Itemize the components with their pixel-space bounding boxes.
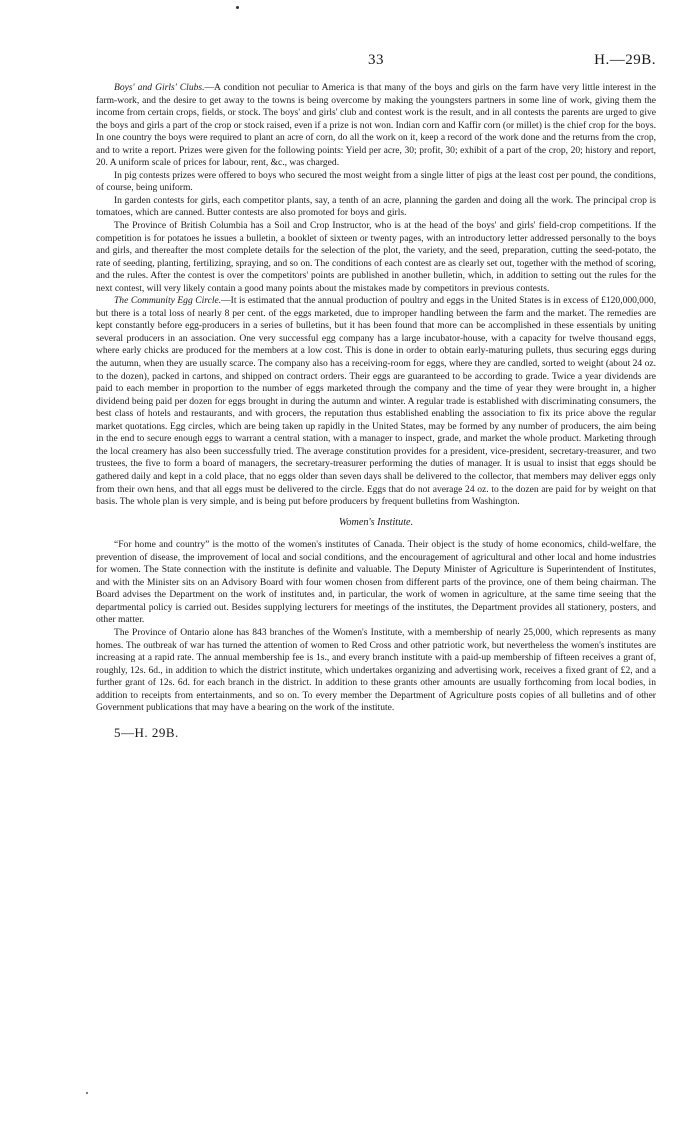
paragraph-garden-contests: In garden contests for girls, each competitor plants, say, a tenth of an acre, planning the garden and doing all the work. The principal crop is tomatoes, which are canned. Butter contests are also promoted for boys and girls. <box>96 194 656 219</box>
paragraph-lead-heading: The Community Egg Circle. <box>114 295 222 307</box>
page-header <box>96 52 656 72</box>
document-reference: H.—29B. <box>594 52 656 68</box>
paragraph-british-columbia: The Province of British Columbia has a Soil and Crop Instructor, who is at the head of the boys' and girls' field-crop competitions. If the competition is for potatoes he issues a bulletin, a booklet of sixteen or twenty pages, with an introductory letter addressed personally to the boys and girls, and thereafter the most complete details for the selection of the plot, the variety, and the seed, preparation, cutting the seed-potato, the rate of seeding, planting, fertilizing, spraying, and so on. The conditions of each contest are as clearly set out, together with the method of scoring, and the rules. After the contest is over the competitors' points are published in another bulletin, which, in addition to setting out the rules for the next contest, will very likely contain a good many points about the mistakes made by competitors in previous contests. <box>96 220 656 294</box>
paragraph-lead-heading: Boys' and Girls' Clubs. <box>114 82 205 93</box>
section-title-womens-institute: Women's Institute. <box>338 516 414 528</box>
paragraph-boys-girls-clubs <box>96 82 656 170</box>
paragraph-text: —It is estimated that the annual production of poultry and eggs in the United States is in excess of £120,000,000, but there is a total loss of nearly 8 per cent. of the eggs marketed, due to improper handling between the farm and the market. The remedies are kept constantly before egg-producers in a series of bulletins, but it has been found that more can be accomplished in these essentials by uniting several producers in an association. One very successful egg company has a large incubator-house, with a capacity for twelve thousand eggs, where early chicks are produced for the members at a low cost. This is done in order to obtain early-maturing pullets, thus securing eggs during the autumn, when they are usually scarce. The company also has a receiving-room for eggs, where they are candled, sorted to weight (about 24 oz. to the dozen), packed in cartons, and shipped on contract orders. Their eggs are guaranteed to be according to grade. Twice a year dividends are paid to each member in proportion to the number of eggs marketed through the company and the time of year they were brought in, a higher dividend being paid per dozen for eggs brought in during the autumn and winter. A regular trade is established with discriminating consumers, the best class of hotels and restaurants, and with grocers, the reputation thus established enabling the association to fix its price above the regular market quotations. Egg circles, which are being taken up rapidly in the United States, may be formed by any number of producers, the aim being in the end to secure enough eggs to warrant a central station, with a manager to inspect, grade, and market the whole product. Marketing through the local creamery has also been successfully tried. The average constitution provides for a president, vice-president, secretary-treasurer, and two trustees, the five to form a board of managers, the secretary-treasurer performing the duties of manager. It is usual to insist that eggs should be gathered daily and kept in a cold place, that no eggs older than seven days shall be delivered to the collector, that members may deliver eggs only from their own hens, and that all eggs must be delivered to the circle. Eggs that do not average 24 oz. to the dozen are paid for by weight on that basis. The whole plan is very simple, and is being put before producers by frequent bulletins from Washington. <box>96 295 656 508</box>
paragraph-ontario-branches: The Province of Ontario alone has 843 branches of the Women's Institute, with a membership of nearly 25,000, which represents as many homes. The outbreak of war has turned the attention of women to Red Cross and other patriotic work, but nevertheless the women's institutes are increasing at a rapid rate. The annual membership fee is 1s., and every branch institute with a paid-up membership of fifteen receives a grant of, roughly, 12s. 6d., in addition to which the district institute, which undertakes organizing and advertising work, receives a fixed grant of £2, and a further grant of 12s. 6d. for each branch in the district. In addition to these grants other amounts are usually forthcoming from local bodies, in addition to receipts from entertainments, and so on. To every member the Department of Agriculture posts copies of all bulletins and of other Government publications that may have a bearing on the work of the institute. <box>96 626 656 714</box>
paragraph-text: —A condition not peculiar to America is that many of the boys and girls on the farm have very little interest in the farm-work, and the desire to get away to the towns is being overcome by making the youngsters partners in some line of work, giving them the income from certain crops, fields, or stock. The boys' and girls' club and contest work is the result, and in all contests the parents are urged to give the boys and girls a part of the crop or stock raised, even if a prize is not won. Indian corn and Kaffir corn (or millet) is the chief crop for the boys. In one country the boys were required to plant an acre of corn, do all the work on it, keep a record of the work done and the returns from the crop, and to write a report. Prizes were given for the following points: Yield per acre, 30; profit, 30; exhibit of a part of the crop, 20; history and report, 20. A uniform scale of prices for labour, rent, &c., was charged. <box>96 82 656 169</box>
paragraph-community-egg-circle <box>96 295 656 508</box>
ink-speck <box>86 1092 88 1094</box>
paragraph-pig-contests: In pig contests prizes were offered to boys who secured the most weight from a single litter of pigs at the least cost per pound, the conditions, of course, being uniform. <box>96 169 656 194</box>
signature-mark: 5—H. 29B. <box>114 724 179 740</box>
page-number: 33 <box>368 52 384 68</box>
paragraph-womens-institute-motto: “For home and country” is the motto of the women's institutes of Canada. Their object is the study of home economics, child-welfare, the prevention of disease, the improvement of local and social conditions, and the encouragement of agricultural and other local and home industries for women. The State connection with the institute is definite and valuable. The Deputy Minister of Agriculture is Superintendent of Institutes, and with the Minister sits on an Advisory Board with four women chosen from different parts of the province, one of them being chairman. The Board advises the Department on the work of institutes and, in particular, the work of women in agriculture, at the same time seeing that the departmental policy is carried out. Besides supplying lecturers for meetings of the institutes, the Department provides all stationery, posters, and other matter. <box>96 539 656 626</box>
ink-speck <box>236 6 239 9</box>
document-body <box>96 82 656 739</box>
